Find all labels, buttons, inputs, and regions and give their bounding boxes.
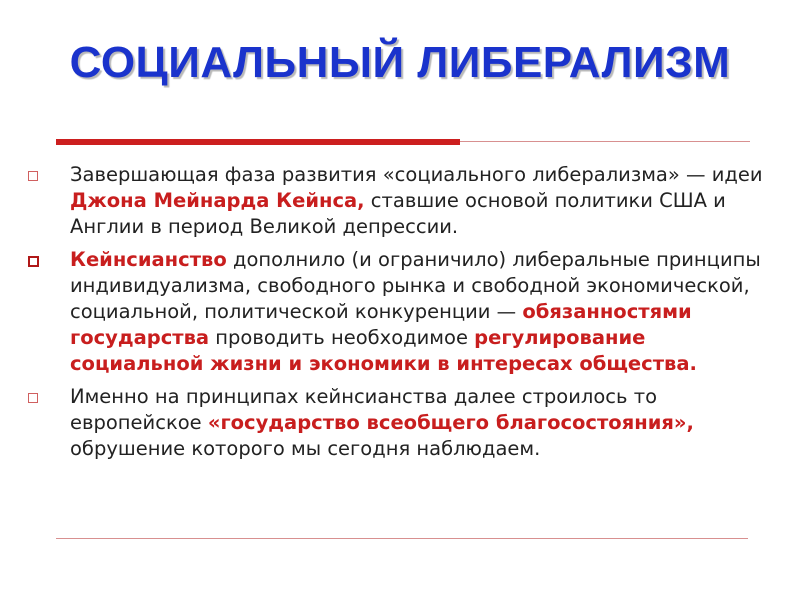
list-item (28, 162, 768, 240)
item-text: Именно на принципах кейнсианства далее строилось то европейское (70, 385, 658, 434)
highlight-text: обязанностями государства (70, 300, 692, 349)
slide-title: СОЦИАЛЬНЫЙ ЛИБЕРАЛИЗМ (69, 38, 731, 87)
item-text: проводить необходимое (209, 326, 475, 349)
bottom-divider (56, 538, 748, 539)
square-bullet-icon (28, 171, 38, 181)
item-text: дополнило (и ограничило) либеральные принципы индивидуализма, свободного рынка и свободной экономической, социальной, политической конкуренции — (70, 248, 761, 323)
title-underline-thin (460, 141, 750, 142)
item-text: обрушение которого мы сегодня наблюдаем. (70, 437, 541, 460)
highlight-text: Джона Мейнарда Кейнса, (70, 189, 365, 212)
item-text: ставшие основой политики США и Англии в период Великой депрессии. (70, 189, 726, 238)
item-text: Завершающая фаза развития «социального либерализма» — идеи (70, 163, 763, 186)
title-underline-thick (56, 139, 460, 145)
list-item (28, 247, 768, 377)
highlight-text: Кейнсианство (70, 248, 227, 271)
highlight-text: регулирование социальной жизни и экономики в интересах общества. (70, 326, 697, 375)
square-bullet-icon (28, 393, 38, 403)
square-bullet-icon (28, 256, 39, 267)
highlight-text: «государство всеобщего благосостояния», (207, 411, 694, 434)
bullet-list (28, 162, 768, 469)
list-item (28, 384, 768, 462)
